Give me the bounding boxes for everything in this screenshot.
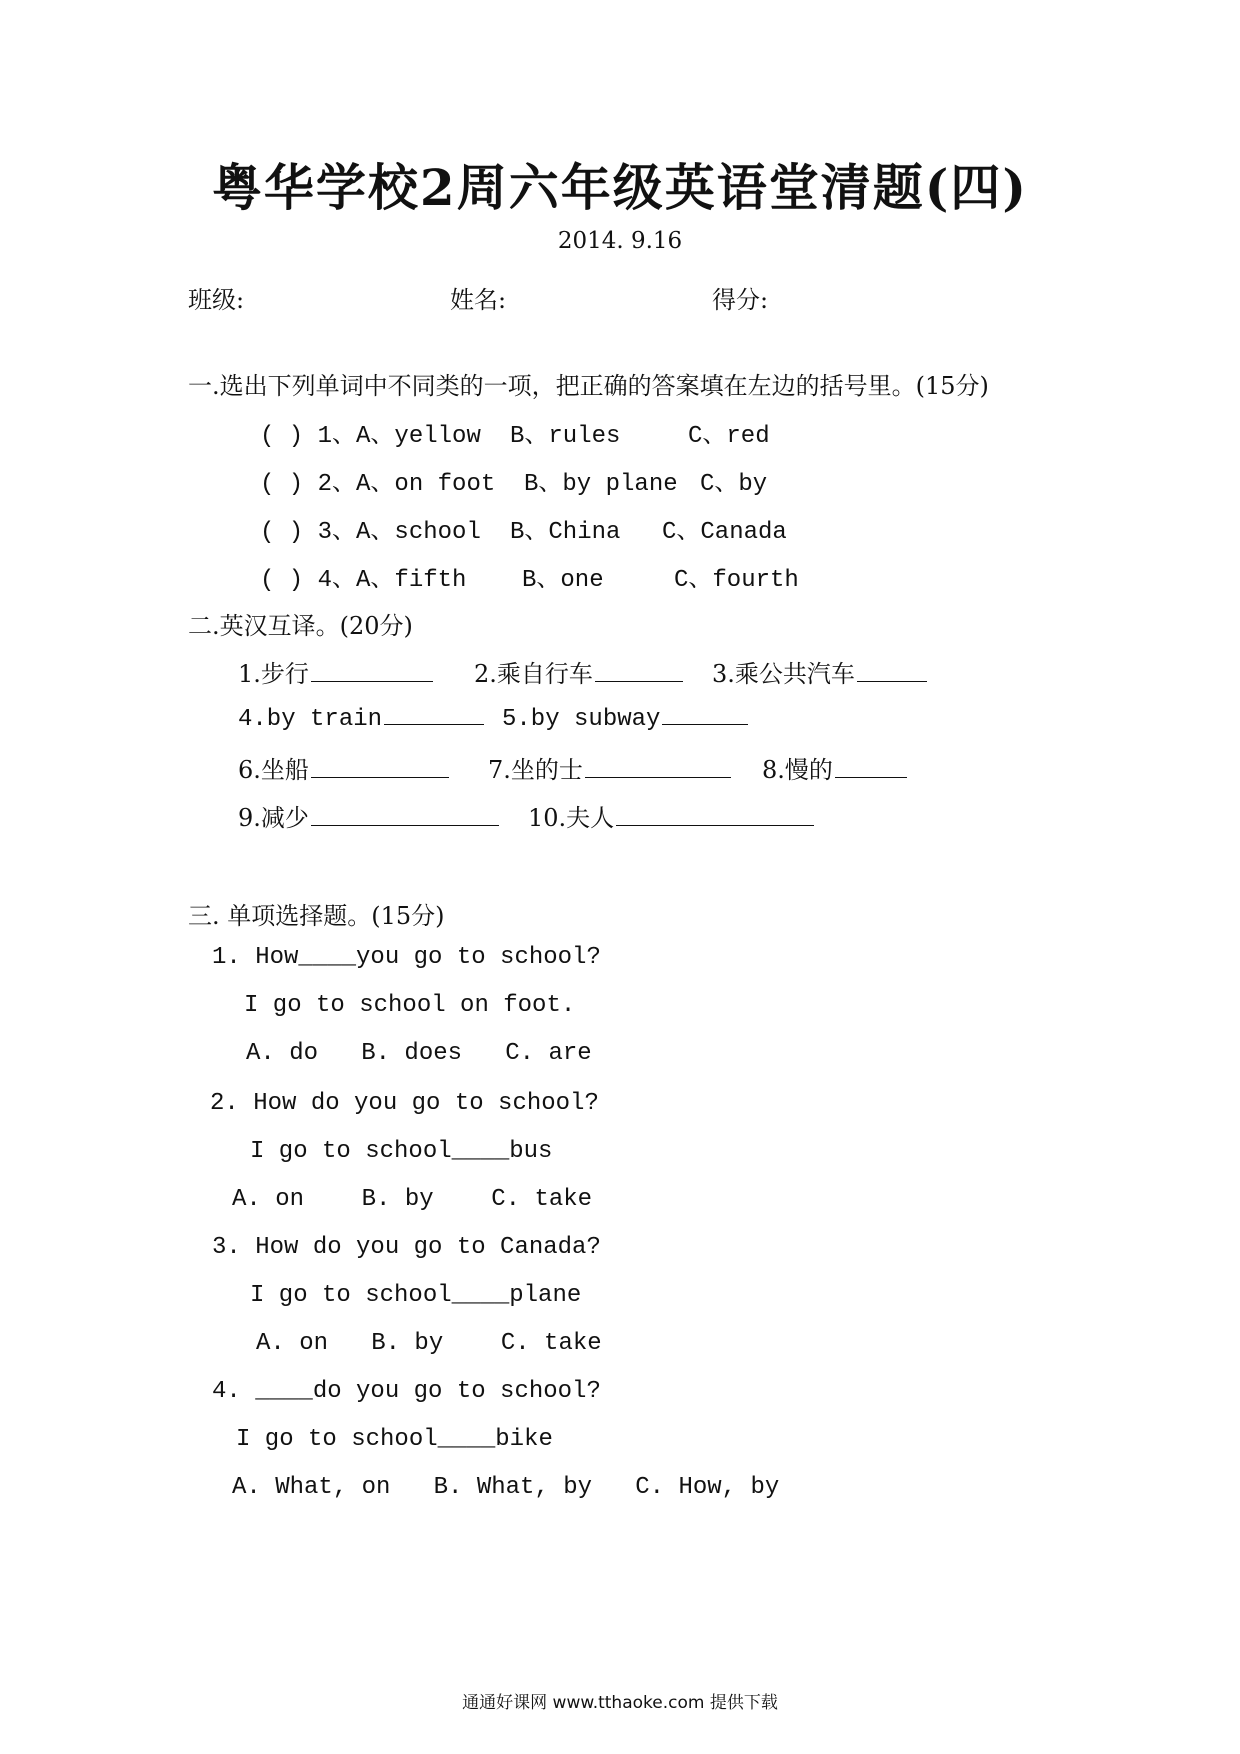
- translation-prompt: 4.by train: [238, 706, 383, 733]
- translation-prompt: 8.慢的: [762, 756, 833, 784]
- option-a: A、on foot: [356, 471, 496, 498]
- translation-item: [474, 654, 683, 689]
- translation-prompt: 1.步行: [238, 660, 309, 688]
- s1-item-1: [260, 414, 481, 450]
- translation-item: [712, 654, 927, 689]
- answer-blank[interactable]: [857, 659, 927, 682]
- option-a: A、yellow: [356, 423, 481, 450]
- translation-item: [238, 750, 449, 785]
- translation-prompt: 10.夫人: [528, 804, 615, 832]
- translation-item: [238, 654, 433, 689]
- answer-blank[interactable]: [384, 702, 484, 725]
- s1-item-2-c: C、by: [700, 471, 768, 498]
- translation-item: [238, 702, 484, 733]
- translation-prompt: 5.by subway: [502, 706, 661, 733]
- options-3[interactable]: A. on B. by C. take: [256, 1330, 602, 1357]
- question-4: 4. ____do you go to school?: [212, 1378, 601, 1405]
- page-title: 粤华学校2周六年级英语堂清题(四): [211, 158, 1029, 217]
- s1-item-3-b: B、China: [510, 519, 621, 546]
- section3-heading: 三. 单项选择题。(15分): [188, 902, 445, 930]
- answer-4: I go to school____bike: [236, 1426, 553, 1453]
- option-a: A、school: [356, 519, 481, 546]
- date: 2014. 9.16: [557, 228, 683, 254]
- section1-heading: 一.选出下列单词中不同类的一项，把正确的答案填在左边的括号里。(15分): [188, 372, 989, 400]
- translation-item: [488, 750, 731, 785]
- class-label: 班级:: [188, 286, 245, 314]
- s1-item-2-b: B、by plane: [524, 471, 678, 498]
- s1-item-4-c: C、fourth: [674, 567, 799, 594]
- s1-item-3-c: C、Canada: [662, 519, 787, 546]
- translation-prompt: 6.坐船: [238, 756, 309, 784]
- question-3: 3. How do you go to Canada?: [212, 1234, 601, 1261]
- score-label: 得分:: [712, 286, 769, 314]
- s1-item-4: [260, 558, 466, 594]
- answer-blank[interactable]: [835, 755, 907, 778]
- item-number: 3、: [317, 519, 357, 546]
- translation-prompt: 7.坐的士: [488, 756, 583, 784]
- item-number: 2、: [317, 471, 357, 498]
- s1-item-3: [260, 510, 481, 546]
- translation-item: [238, 798, 499, 833]
- item-number: 1、: [317, 423, 357, 450]
- answer-blank[interactable]: [616, 803, 814, 826]
- translation-item: [762, 750, 907, 785]
- translation-prompt: 3.乘公共汽车: [712, 660, 855, 688]
- footer-credit: 通通好课网 www.tthaoke.com 提供下载: [462, 1693, 778, 1713]
- answer-blank[interactable]: [311, 659, 433, 682]
- options-4[interactable]: A. What, on B. What, by C. How, by: [232, 1474, 780, 1501]
- s1-item-1-b: B、rules: [510, 423, 621, 450]
- translation-prompt: 9.减少: [238, 804, 309, 832]
- s1-item-1-c: C、red: [688, 423, 770, 450]
- answer-bracket[interactable]: ( ): [260, 567, 304, 594]
- answer-bracket[interactable]: ( ): [260, 423, 304, 450]
- question-2: 2. How do you go to school?: [210, 1090, 599, 1117]
- question-1: 1. How____you go to school?: [212, 944, 601, 971]
- answer-blank[interactable]: [311, 755, 449, 778]
- name-label: 姓名:: [450, 286, 507, 314]
- options-2[interactable]: A. on B. by C. take: [232, 1186, 593, 1213]
- answer-bracket[interactable]: ( ): [260, 471, 304, 498]
- answer-blank[interactable]: [595, 659, 683, 682]
- answer-blank[interactable]: [585, 755, 731, 778]
- option-a: A、fifth: [356, 567, 467, 594]
- section2-heading: 二.英汉互译。(20分): [188, 612, 413, 640]
- answer-2: I go to school____bus: [250, 1138, 553, 1165]
- s1-item-2: [260, 462, 495, 498]
- translation-item: [502, 702, 748, 733]
- item-number: 4、: [317, 567, 357, 594]
- answer-bracket[interactable]: ( ): [260, 519, 304, 546]
- options-1[interactable]: A. do B. does C. are: [246, 1040, 592, 1067]
- answer-blank[interactable]: [662, 702, 748, 725]
- s1-item-4-b: B、one: [522, 567, 604, 594]
- answer-3: I go to school____plane: [250, 1282, 582, 1309]
- answer-blank[interactable]: [311, 803, 499, 826]
- translation-item: [528, 798, 814, 833]
- translation-prompt: 2.乘自行车: [474, 660, 593, 688]
- answer-1: I go to school on foot.: [244, 992, 576, 1019]
